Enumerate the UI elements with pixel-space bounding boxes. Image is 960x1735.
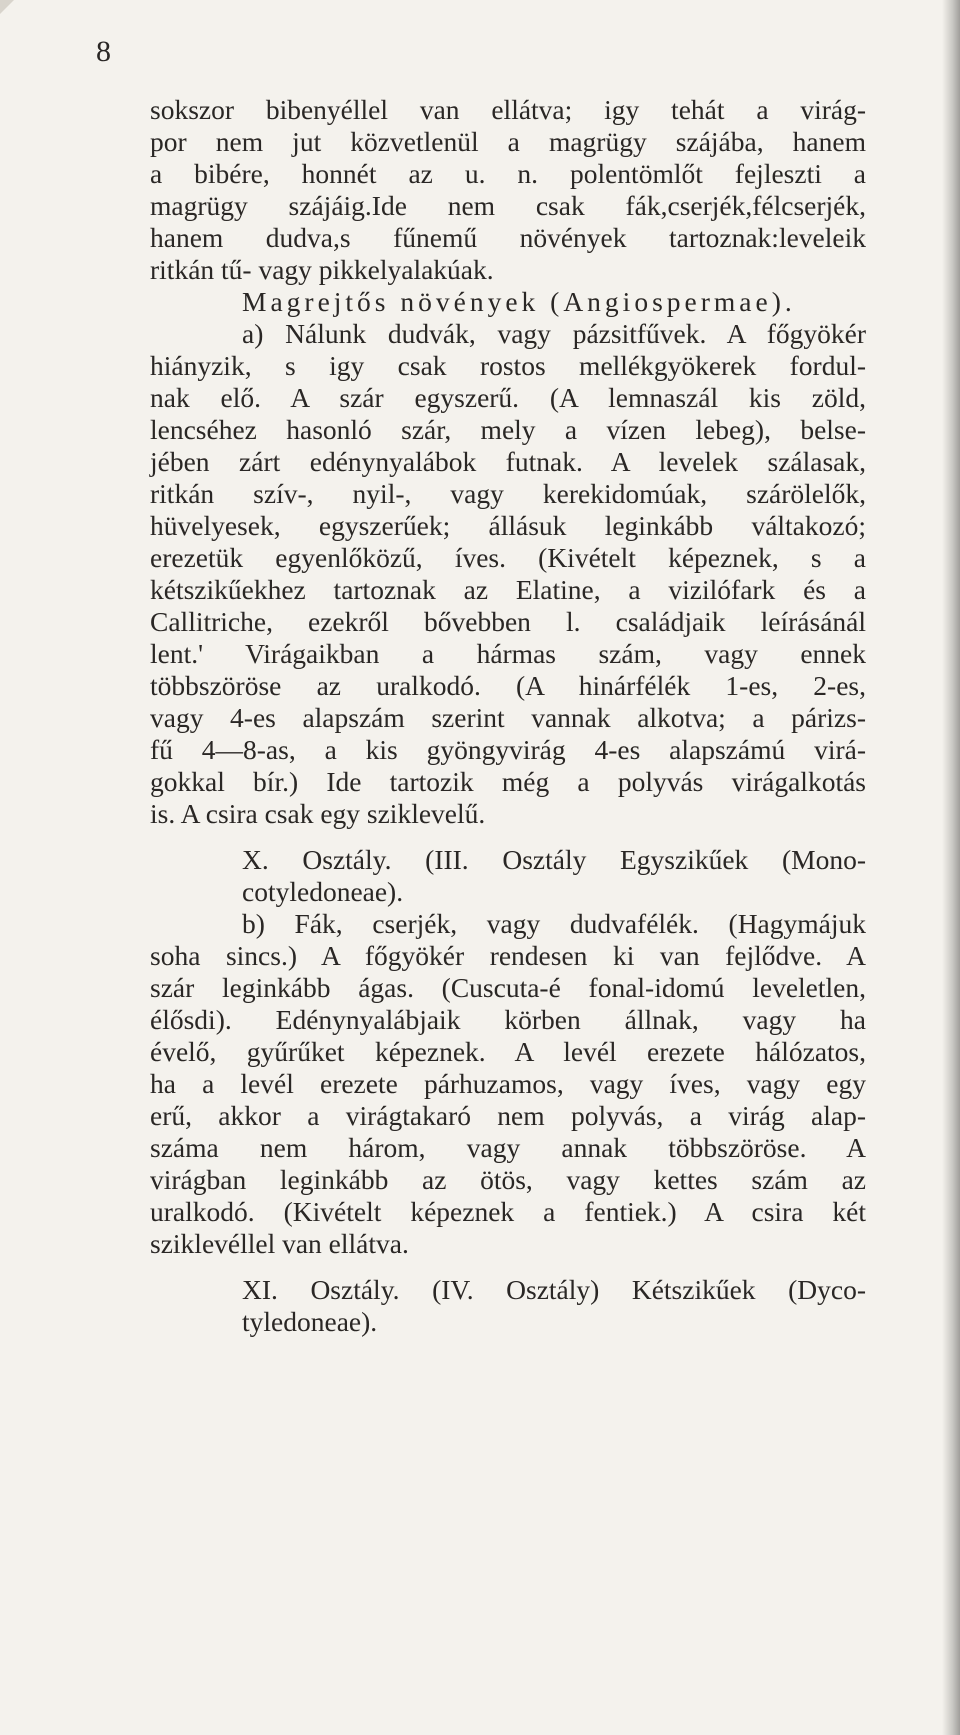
text-line: többszöröse az uralkodó. (A hinárfélék 1-es, 2-es, (150, 670, 866, 701)
text-line: ha a levél erezete párhuzamos, vagy íves, vagy egy (150, 1068, 866, 1099)
text-line: ritkán tű- vagy pikkelyalakúak. (150, 254, 494, 285)
page-number: 8 (96, 35, 111, 68)
class-heading: XI. Osztály. (IV. Osztály) Kétszikűek (Dyco- (242, 1274, 866, 1305)
page-corner (0, 0, 14, 14)
text-line: élősdi). Edénynyalábjaik körben állnak, vagy ha (150, 1004, 866, 1035)
text-line: por nem jut közvetlenül a magrügy szájába, hanem (150, 126, 866, 157)
text-line: gokkal bír.) Ide tartozik még a polyvás virágalkotás (150, 766, 866, 797)
text-line: nak elő. A szár egyszerű. (A lemnaszál kis zöld, (150, 382, 866, 413)
text-line: Callitriche, ezekről bővebben l. családjaik leírásánál (150, 606, 866, 637)
text-line: hiányzik, s igy csak rostos mellékgyökerek fordul- (150, 350, 866, 381)
spacer (150, 1260, 866, 1274)
text-line: erű, akkor a virágtakaró nem polyvás, a virág alap- (150, 1100, 866, 1131)
text-line: soha sincs.) A főgyökér rendesen ki van fejlődve. A (150, 940, 866, 971)
text-line: virágban leginkább az ötös, vagy kettes szám az (150, 1164, 866, 1195)
text-line: is. A csira csak egy sziklevelű. (150, 798, 486, 829)
class-heading-continued: tyledoneae). (242, 1306, 378, 1337)
text-line: b) Fák, cserjék, vagy dudvafélék. (Hagymájuk (242, 908, 866, 939)
text-line: kétszikűekhez tartoznak az Elatine, a vizilófark és a (150, 574, 866, 605)
text-line: lent.' Virágaikban a hármas szám, vagy ennek (150, 638, 866, 669)
class-heading: X. Osztály. (III. Osztály Egyszikűek (Mono- (242, 844, 866, 875)
text-line: száma nem három, vagy annak többszöröse. A (150, 1132, 866, 1163)
text-line: hüvelyesek, egyszerűek; állásuk leginkább váltakozó; (150, 510, 866, 541)
page-edge-shadow (942, 0, 960, 1735)
text-line: ritkán szív-, nyil-, vagy kerekidomúak, szárölelők, (150, 478, 866, 509)
text-line: sziklevéllel van ellátva. (150, 1228, 409, 1259)
text-line: uralkodó. (Kivételt képeznek a fentiek.) A csira két (150, 1196, 866, 1227)
section-heading: Magrejtős növények (Angiospermae). (242, 286, 796, 317)
text-line: a bibére, honnét az u. n. polentömlőt fejleszti a (150, 158, 866, 189)
text-line: vagy 4-es alapszám szerint vannak alkotva; a párizs- (150, 702, 866, 733)
text-line: hanem dudva,s fűnemű növények tartoznak:leveleik (150, 222, 866, 253)
text-line: szár leginkább ágas. (Cuscuta-é fonal-idomú leveletlen, (150, 972, 866, 1003)
spacer (150, 830, 866, 844)
class-heading-continued: cotyledoneae). (242, 876, 404, 907)
text-line: sokszor bibenyéllel van ellátva; igy tehát a virág- (150, 94, 866, 125)
text-line: erezetük egyenlőközű, íves. (Kivételt képeznek, s a (150, 542, 866, 573)
text-line: évelő, gyűrűket képeznek. A levél erezete hálózatos, (150, 1036, 866, 1067)
body-text (150, 94, 866, 1338)
text-line: a) Nálunk dudvák, vagy pázsitfűvek. A főgyökér (242, 318, 866, 349)
text-line: lencséhez hasonló szár, mely a vízen lebeg), belse- (150, 414, 866, 445)
text-line: jében zárt edénynyalábok futnak. A levelek szálasak, (150, 446, 866, 477)
text-line: magrügy szájáig.Ide nem csak fák,cserjék,félcserjék, (150, 190, 866, 221)
text-line: fű 4—8-as, a kis gyöngyvirág 4-es alapszámú virá- (150, 734, 866, 765)
